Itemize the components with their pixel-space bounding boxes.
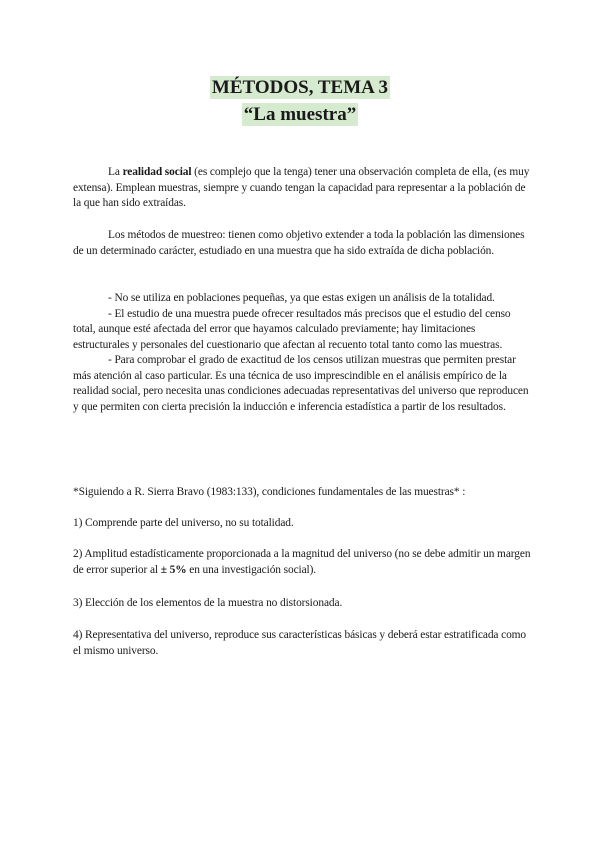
page-title: MÉTODOS, TEMA 3 xyxy=(211,77,389,98)
intro-rest: (es complejo que la tenga) tener una observación completa de ella, (es muy extensa). Emplean muestras, siempre y cuando tengan la capacidad para representar a la población de la que han sido extraídas. xyxy=(73,166,530,209)
condition-1-text: 1) Comprende parte del universo, no su totalidad. xyxy=(73,517,294,529)
condition-2-after: en una investigación social). xyxy=(186,563,317,576)
bullet-list xyxy=(73,291,533,415)
intro-lead: La xyxy=(108,166,123,178)
page-subtitle: “La muestra” xyxy=(243,104,357,125)
condition-2-margin: ± 5% xyxy=(160,563,187,576)
condition-3-text: 3) Elección de los elementos de la muestra no distorsionada. xyxy=(73,597,343,609)
bullet-item: - No se utiliza en poblaciones pequeñas, ya que estas exigen un análisis de la totalidad. xyxy=(108,292,495,304)
methods-paragraph xyxy=(73,228,533,259)
condition-1 xyxy=(73,516,533,532)
condition-2 xyxy=(73,547,533,578)
condition-3 xyxy=(73,596,533,612)
title-block xyxy=(0,76,600,127)
methods-text: Los métodos de muestreo: tienen como objetivo extender a toda la población las dimensiones de un determinado carácter, estudiado en una muestra que ha sido extraída de dicha población. xyxy=(73,229,525,257)
condition-2-before: 2) Amplitud estadísticamente proporcionada a la magnitud del universo (no se debe admitir un margen de error superior al xyxy=(73,548,531,576)
bullet-item: - El estudio de una muestra puede ofrecer resultados más precisos que el estudio del censo total, aunque esté afectada del error que hayamos calculado previamente; hay limitaciones estructurales y personales del cuestionario que afectan al recuento total tanto como las muestras. xyxy=(73,307,511,351)
sierra-heading xyxy=(73,485,533,501)
condition-4-text: 4) Representativa del universo, reproduce sus características básicas y deberá estar estratificada como el mismo universo. xyxy=(73,629,527,657)
sierra-heading-text: *Siguiendo a R. Sierra Bravo (1983:133), condiciones fundamentales de las muestras* : xyxy=(73,486,466,498)
intro-bold-term: realidad social xyxy=(122,166,192,178)
intro-paragraph xyxy=(73,165,533,212)
bullet-item: - Para comprobar el grado de exactitud de los censos utilizan muestras que permiten prestar más atención al caso particular. Es una técnica de uso imprescindible en el análisis empírico de la realidad social, pero necesita unas condiciones adecuadas representativas del universo que reproducen y que permiten con cierta precisión la inducción e inferencia estadística a partir de los resultados. xyxy=(73,354,529,413)
condition-4 xyxy=(73,628,533,659)
